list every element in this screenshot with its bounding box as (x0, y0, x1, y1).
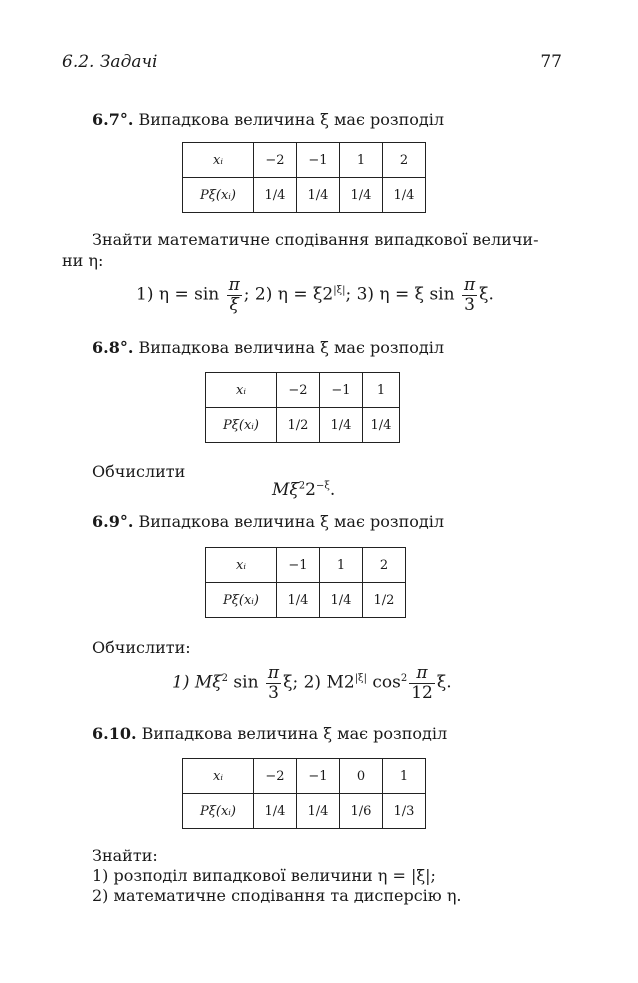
running-header-section: 6.2. Задачі (62, 52, 158, 72)
distribution-table-6-9 (205, 547, 406, 618)
table-cell: −2 (254, 759, 297, 794)
table-cell: 2 (363, 548, 406, 583)
distribution-table-6-7 (182, 142, 426, 213)
table-cell: 1/4 (320, 408, 363, 443)
page-number: 77 (540, 52, 562, 72)
fraction-numerator: π (409, 664, 435, 684)
table-row (206, 373, 400, 408)
formula-text: 1) η = sin (136, 284, 225, 305)
problem-6-9-intro (92, 512, 444, 531)
table-cell: −1 (297, 759, 340, 794)
formula-superscript: |ξ| (333, 285, 346, 297)
table-cell: −1 (277, 548, 320, 583)
formula-text: sin (228, 672, 264, 693)
table-row (183, 143, 426, 178)
table-cell: −2 (254, 143, 297, 178)
fraction-numerator: π (228, 275, 240, 295)
formula-text: ; 2) η = ξ2 (243, 284, 334, 305)
distribution-table-6-8 (205, 372, 400, 443)
problem-number: 6.8°. (92, 338, 134, 357)
problem-intro: Випадкова величина ξ має розподіл (138, 338, 445, 357)
formula-superscript: 2 (221, 673, 228, 685)
problem-6-10-intro (92, 724, 447, 743)
formula-text: 1) Mξ (172, 672, 222, 693)
fraction-denominator: 3 (464, 294, 475, 315)
table-cell: 1/4 (320, 583, 363, 618)
row-label-x: xᵢ (206, 548, 277, 583)
problem-6-7-task-line1: Знайти математичне сподівання випадкової величи- (92, 230, 539, 249)
fraction-numerator: π (463, 275, 476, 295)
row-label-x: xᵢ (183, 759, 254, 794)
table-row (206, 583, 406, 618)
table-row (206, 548, 406, 583)
fraction-denominator: 12 (411, 682, 433, 703)
problem-6-8-formula (272, 480, 335, 500)
table-cell: −1 (320, 373, 363, 408)
problem-6-9-task: Обчислити: (92, 638, 191, 657)
row-label-p: Pξ(xᵢ) (206, 583, 277, 618)
formula-superscript: |ξ| (354, 673, 367, 685)
table-cell: 1/4 (254, 794, 297, 829)
formula-superscript: −ξ (315, 480, 330, 492)
table-row (183, 759, 426, 794)
formula-text: ; 3) η = ξ sin (345, 284, 460, 305)
formula-text: Mξ (272, 480, 299, 500)
formula-text: 2 (305, 480, 316, 500)
table-row (183, 178, 426, 213)
problem-number: 6.7°. (92, 110, 134, 129)
table-cell: 1/4 (363, 408, 400, 443)
distribution-table-6-10 (182, 758, 426, 829)
formula-text: ξ. (436, 672, 452, 693)
problem-6-7-intro (92, 110, 444, 129)
fraction-numerator: π (267, 663, 280, 683)
formula-superscript: 2 (298, 480, 306, 492)
problem-intro: Випадкова величина ξ має розподіл (138, 512, 445, 531)
formula-text: ξ. (479, 284, 494, 305)
problem-number: 6.9°. (92, 512, 134, 531)
formula-superscript: 2 (400, 673, 408, 685)
table-cell: 1 (363, 373, 400, 408)
problem-intro: Випадкова величина ξ має розподіл (141, 724, 448, 743)
problem-6-9-formula (172, 664, 452, 702)
row-label-p: Pξ(xᵢ) (206, 408, 277, 443)
table-row (183, 794, 426, 829)
table-cell: 1 (340, 143, 383, 178)
table-cell: −2 (277, 373, 320, 408)
table-cell: 1/3 (383, 794, 426, 829)
table-cell: 1/4 (297, 794, 340, 829)
table-cell: 2 (383, 143, 426, 178)
problem-number: 6.10. (92, 724, 137, 743)
fraction (227, 276, 242, 314)
table-cell: 1/4 (297, 178, 340, 213)
table-cell: 1/4 (383, 178, 426, 213)
table-cell: −1 (297, 143, 340, 178)
formula-text: cos (366, 672, 401, 693)
formula-text: . (329, 480, 336, 500)
table-cell: 1 (383, 759, 426, 794)
row-label-x: xᵢ (206, 373, 277, 408)
problem-6-10-task: Знайти: (92, 846, 158, 865)
table-cell: 1/4 (254, 178, 297, 213)
problem-6-10-item-2: 2) математичне сподівання та дисперсію η. (92, 886, 462, 905)
table-cell: 1/4 (340, 178, 383, 213)
problem-6-8-intro (92, 338, 444, 357)
table-cell: 1/4 (277, 583, 320, 618)
problem-intro: Випадкова величина ξ має розподіл (138, 110, 445, 129)
table-row (206, 408, 400, 443)
row-label-p: Pξ(xᵢ) (183, 794, 254, 829)
problem-6-10-item-1: 1) розподіл випадкової величини η = |ξ|; (92, 866, 436, 885)
problem-6-7-formula (136, 276, 494, 314)
table-cell: 1/2 (363, 583, 406, 618)
fraction-denominator: 3 (268, 682, 279, 703)
row-label-x: xᵢ (183, 143, 254, 178)
fraction (409, 664, 435, 702)
table-cell: 0 (340, 759, 383, 794)
fraction-denominator: ξ (229, 294, 239, 315)
row-label-p: Pξ(xᵢ) (183, 178, 254, 213)
table-cell: 1 (320, 548, 363, 583)
table-cell: 1/6 (340, 794, 383, 829)
table-cell: 1/2 (277, 408, 320, 443)
problem-6-8-task: Обчислити (92, 462, 186, 481)
fraction (266, 664, 281, 702)
fraction (462, 276, 477, 314)
problem-6-7-task-line2: ни η: (62, 251, 104, 270)
formula-text: ξ; 2) M2 (283, 672, 355, 693)
